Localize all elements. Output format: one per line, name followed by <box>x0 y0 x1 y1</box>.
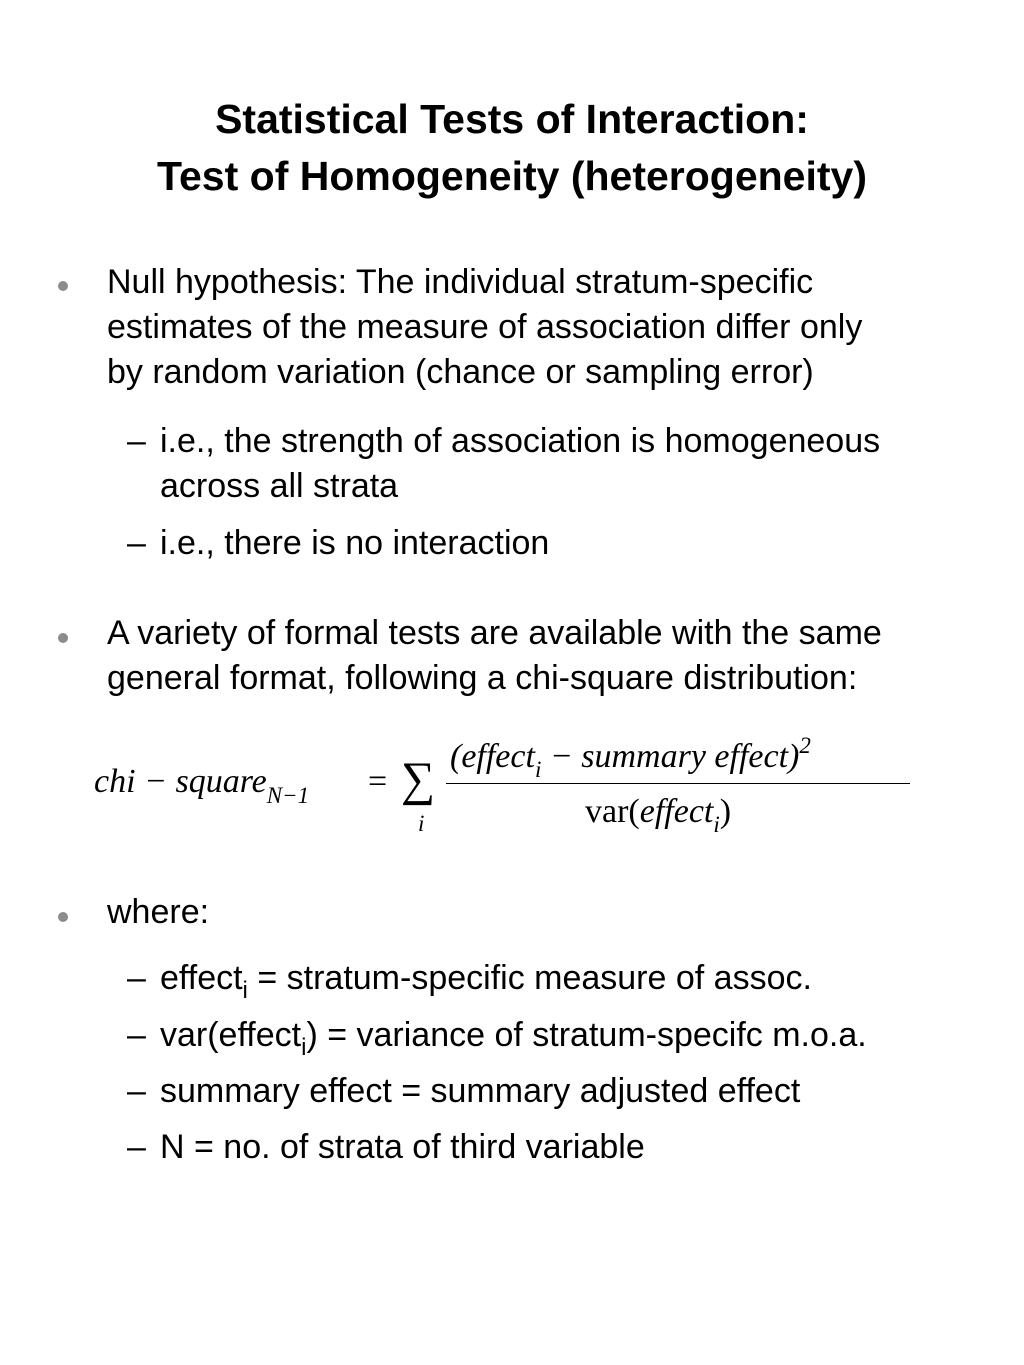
formula-denominator <box>585 793 732 837</box>
term-definition: ) = variance of stratum-specifc m.o.a. <box>306 1016 867 1054</box>
bullet-1-line-1: Null hypothesis: The individual stratum-specific <box>107 263 814 301</box>
sub-bullet-3-3: summary effect = summary adjusted effect <box>160 1072 801 1110</box>
sub-bullet-1-2: i.e., there is no interaction <box>160 524 550 562</box>
bullet-1-line-3: by random variation (chance or sampling error) <box>107 353 814 391</box>
summation-index: i <box>418 811 425 836</box>
numerator-subscript: i <box>534 757 542 782</box>
sub-bullet-dash: – <box>127 1128 146 1166</box>
term-var-effect: var(effect <box>160 1016 302 1054</box>
formula-numerator <box>450 733 811 782</box>
numerator-close: ) <box>788 738 800 775</box>
denominator-subscript: i <box>713 812 720 837</box>
bullet-dot <box>58 633 68 643</box>
term-subscript: i <box>301 1034 307 1061</box>
numerator-open: (effect <box>450 738 535 775</box>
formula-equals: = <box>368 763 388 800</box>
sub-bullet-3-4: N = no. of strata of third variable <box>160 1128 645 1166</box>
bullet-dot <box>58 281 68 291</box>
sub-bullet-dash: – <box>127 524 146 562</box>
sub-bullet-1-1-line-1: i.e., the strength of association is homogeneous <box>160 422 881 460</box>
sub-bullet-dash: – <box>127 422 146 460</box>
bullet-2-line-1: A variety of formal tests are available with the same <box>107 614 882 652</box>
bullet-2-line-2: general format, following a chi-square distribution: <box>107 659 858 697</box>
formula-lhs <box>94 763 310 808</box>
summation-icon: ∑ <box>401 753 436 806</box>
bullet-1-line-2: estimates of the measure of association differ only <box>107 308 863 346</box>
sub-bullet-dash: – <box>127 959 146 997</box>
sub-bullet-dash: – <box>127 1016 146 1054</box>
slide-title-line-1: Statistical Tests of Interaction: <box>215 96 809 142</box>
sub-bullet-3-2 <box>160 1016 867 1061</box>
numerator-middle: − summary effect <box>541 738 789 775</box>
numerator-exponent: 2 <box>799 733 811 758</box>
sub-bullet-3-1 <box>160 959 812 1004</box>
sub-bullet-1-1-line-2: across all strata <box>160 467 399 505</box>
denominator-pre: var( <box>585 793 640 830</box>
bullet-dot <box>58 912 68 922</box>
term-effect: effect <box>160 959 243 997</box>
formula-lhs-subscript: N−1 <box>266 783 310 808</box>
denominator-close: ) <box>719 793 732 830</box>
term-definition: = stratum-specific measure of assoc. <box>247 959 812 997</box>
term-subscript: i <box>242 977 248 1004</box>
denominator-variable: effect <box>639 793 714 830</box>
formula-lhs-text: chi − square <box>94 763 267 800</box>
fraction-bar <box>446 783 910 784</box>
sub-bullet-dash: – <box>127 1072 146 1110</box>
bullet-3-line-1: where: <box>107 893 210 931</box>
slide-title-line-2: Test of Homogeneity (heterogeneity) <box>157 153 867 199</box>
